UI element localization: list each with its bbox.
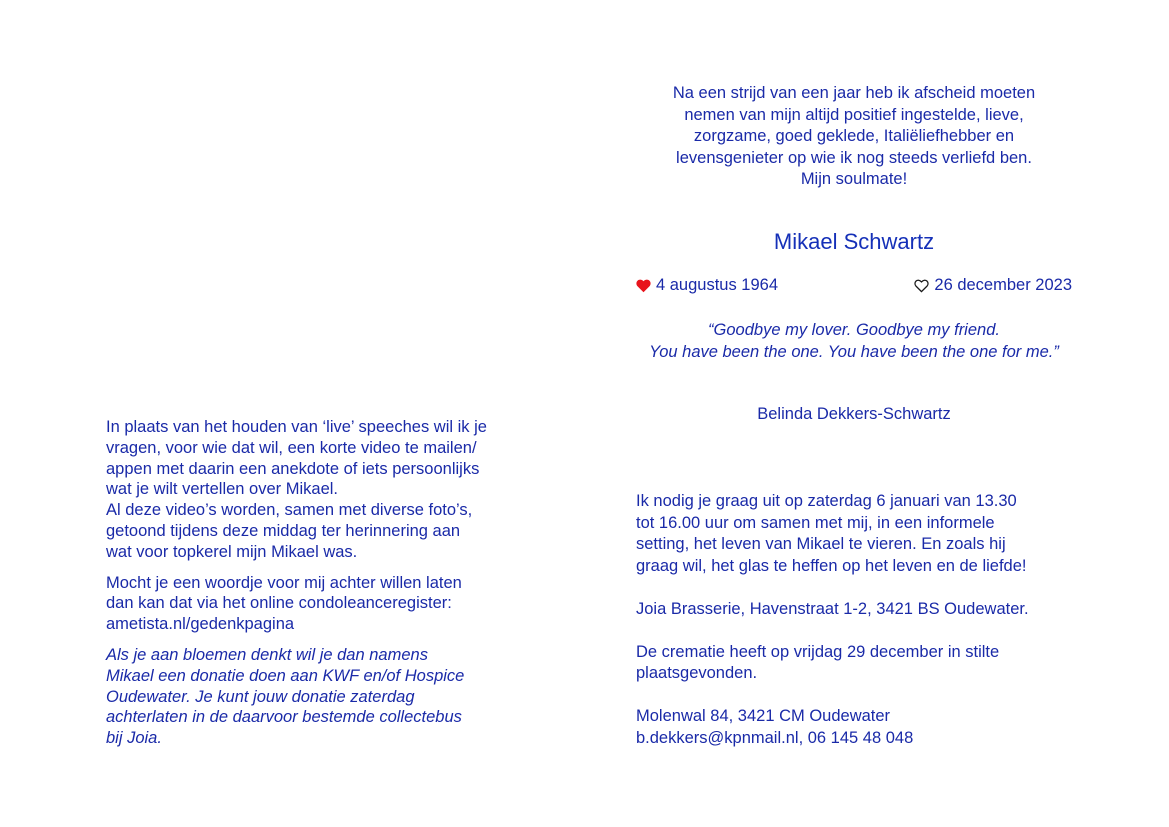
address-line: Molenwal 84, 3421 CM Oudewater [636,707,891,725]
deceased-name: Mikael Schwartz [773,229,935,254]
quote-line: You have been the one. You have been the one for me.” [649,342,1059,361]
text-line: achterlaten in de daarvoor bestemde collectebus [106,708,462,727]
text-line: zorgzame, goed geklede, Italiëliefhebber en [693,127,1015,146]
condolence-register-paragraph [106,573,536,635]
signature: Belinda Dekkers-Schwartz [757,405,951,423]
invitation-block [636,491,1076,749]
right-column [636,83,1072,747]
contact-line[interactable]: b.dekkers@kpnmail.nl, 06 145 48 048 [636,728,914,747]
text-line: dan kan dat via het online condoleanceregister: [106,594,452,613]
text-line: vragen, voor wie dat wil, een korte video te mailen/ [106,438,477,457]
filled-heart-icon [636,279,651,293]
text-line: appen met daarin een anekdote of iets persoonlijks [106,459,480,478]
text-line: graag wil, het glas te heffen op het leven en de liefde! [636,556,1027,575]
cremation-paragraph [636,642,1076,685]
text-line: wat je wilt vertellen over Mikael. [106,480,338,499]
text-line: levensgenieter op wie ik nog steeds verliefd ben. [676,148,1032,167]
birth-date [636,276,778,295]
venue-paragraph: Joia Brasserie, Havenstraat 1-2, 3421 BS Oudewater. [636,599,1029,618]
invitation-paragraph [636,491,1076,577]
donation-paragraph [106,645,536,749]
text-line: Al deze video’s worden, samen met diverse foto’s, [106,501,473,520]
text-line: plaatsgevonden. [636,664,758,682]
text-line: nemen van mijn altijd positief ingestelde, lieve, [684,105,1024,124]
text-line: Oudewater. Je kunt jouw donatie zaterdag [106,687,415,706]
quote-line: “Goodbye my lover. Goodbye my friend. [708,321,1000,339]
left-column [106,417,536,749]
text-line: setting, het leven van Mikael te vieren. En zoals hij [636,535,1006,553]
intro-paragraph [636,83,1072,191]
contact-paragraph [636,706,1076,749]
text-line: Als je aan bloemen denkt wil je dan namens [106,645,428,664]
death-date [914,276,1072,295]
song-quote [632,320,1076,363]
text-line: Mikael een donatie doen aan KWF en/of Hospice [106,666,465,685]
text-line: Ik nodig je graag uit op zaterdag 6 januari van 13.30 [636,492,1017,510]
condolence-register-link[interactable]: ametista.nl/gedenkpagina [106,615,295,634]
text-line: Mocht je een woordje voor mij achter willen laten [106,573,462,592]
birth-date-text: 4 augustus 1964 [656,276,779,294]
text-line: Mijn soulmate! [800,170,908,189]
text-line: Na een strijd van een jaar heb ik afscheid moeten [672,84,1036,102]
text-line: In plaats van het houden van ‘live’ speeches wil ik je [106,418,487,436]
text-line: getoond tijdens deze middag ter herinnering aan [106,521,461,540]
text-line: tot 16.00 uur om samen met mij, in een informele [636,513,995,532]
outline-heart-icon [914,279,929,293]
text-line: De crematie heeft op vrijdag 29 december in stilte [636,642,1000,661]
life-dates [636,276,1072,300]
death-date-text: 26 december 2023 [934,276,1072,294]
text-line: bij Joia. [106,729,162,748]
video-request-paragraph [106,417,536,563]
text-line: wat voor topkerel mijn Mikael was. [106,542,358,561]
